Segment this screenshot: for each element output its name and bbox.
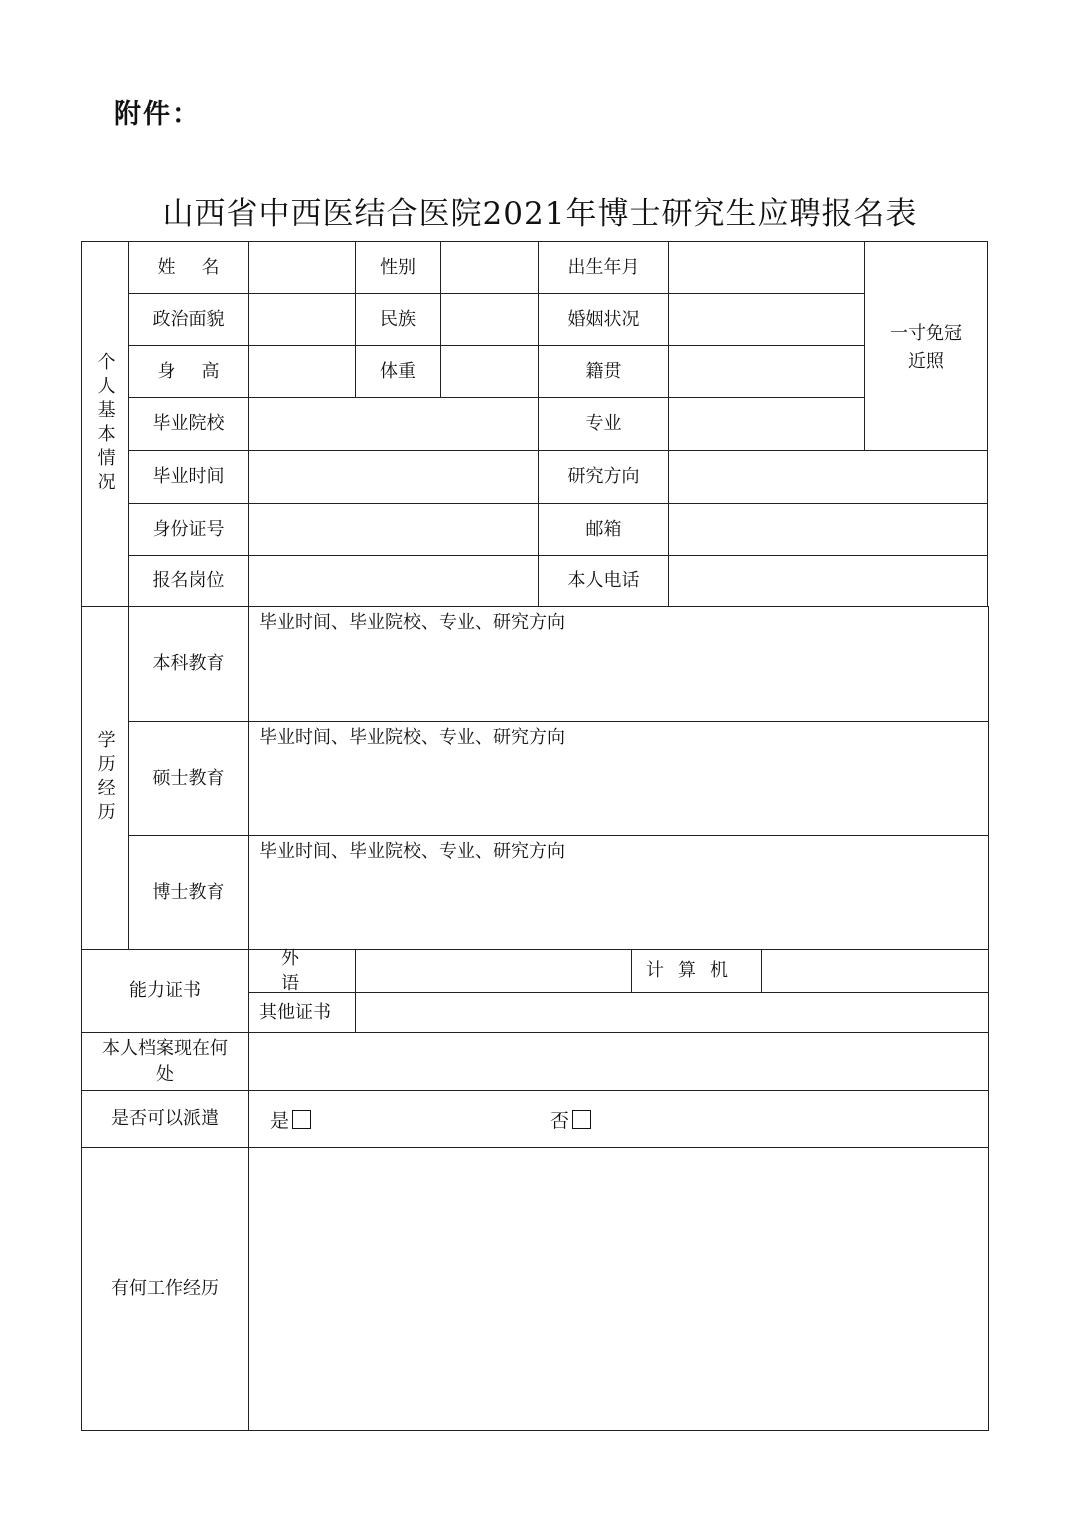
id-number-field[interactable] <box>248 503 539 556</box>
dispatch-label: 是否可以派遣 <box>81 1090 249 1148</box>
master-field[interactable] <box>248 721 989 836</box>
ethnicity-label: 民族 <box>355 293 441 346</box>
foreign-lang-field[interactable] <box>355 949 632 993</box>
work-field[interactable] <box>248 1147 989 1431</box>
education-section-label: 学历经历 <box>81 606 129 950</box>
attachment-label: 附件： <box>114 99 201 130</box>
foreign-lang-label: 外语 <box>248 949 356 993</box>
personal-section-label: 个人基本情况 <box>81 241 129 607</box>
master-label: 硕士教育 <box>128 721 249 836</box>
other-cert-field[interactable] <box>355 992 989 1033</box>
native-place-field[interactable] <box>668 345 865 398</box>
ethnicity-field[interactable] <box>440 293 539 346</box>
major-label: 专业 <box>538 397 669 451</box>
research-label: 研究方向 <box>538 450 669 504</box>
email-field[interactable] <box>668 503 988 556</box>
photo-box[interactable] <box>864 241 988 451</box>
archive-label: 本人档案现在何处 <box>81 1032 249 1091</box>
dispatch-options <box>248 1090 989 1148</box>
form-title: 山西省中西医结合医院2021年博士研究生应聘报名表 <box>162 196 918 232</box>
other-cert-label: 其他证书 <box>248 992 356 1033</box>
dispatch-no-label: 否 <box>550 1110 570 1132</box>
political-label: 政治面貌 <box>128 293 249 346</box>
phone-label: 本人电话 <box>538 555 669 607</box>
name-field[interactable] <box>248 241 356 294</box>
position-label: 报名岗位 <box>128 555 249 607</box>
marital-label: 婚姻状况 <box>538 293 669 346</box>
bachelor-hint: 毕业时间、毕业院校、专业、研究方向 <box>259 612 565 633</box>
height-label: 身高 <box>128 345 249 398</box>
computer-label: 计算机 <box>631 949 762 993</box>
computer-field[interactable] <box>761 949 989 993</box>
position-field[interactable] <box>248 555 539 607</box>
doctor-hint: 毕业时间、毕业院校、专业、研究方向 <box>259 841 565 862</box>
birth-field[interactable] <box>668 241 865 294</box>
dispatch-yes-label: 是 <box>270 1110 290 1132</box>
archive-field[interactable] <box>248 1032 989 1091</box>
photo-label: 一寸免冠近照 <box>890 323 962 372</box>
email-label: 邮箱 <box>538 503 669 556</box>
major-field[interactable] <box>668 397 865 451</box>
dispatch-no-checkbox[interactable] <box>572 1110 591 1129</box>
research-field[interactable] <box>668 450 988 504</box>
grad-time-label: 毕业时间 <box>128 450 249 504</box>
political-field[interactable] <box>248 293 356 346</box>
marital-field[interactable] <box>668 293 865 346</box>
weight-field[interactable] <box>440 345 539 398</box>
native-place-label: 籍贯 <box>538 345 669 398</box>
grad-time-field[interactable] <box>248 450 539 504</box>
bachelor-field[interactable] <box>248 606 989 722</box>
bachelor-label: 本科教育 <box>128 606 249 722</box>
height-field[interactable] <box>248 345 356 398</box>
phone-field[interactable] <box>668 555 988 607</box>
certificates-label: 能力证书 <box>81 949 249 1033</box>
birth-label: 出生年月 <box>538 241 669 294</box>
dispatch-no-option[interactable] <box>550 1106 591 1133</box>
master-hint: 毕业时间、毕业院校、专业、研究方向 <box>259 727 565 748</box>
dispatch-yes-checkbox[interactable] <box>292 1110 311 1129</box>
gender-label: 性别 <box>355 241 441 294</box>
weight-label: 体重 <box>355 345 441 398</box>
name-label: 姓名 <box>128 241 249 294</box>
id-number-label: 身份证号 <box>128 503 249 556</box>
dispatch-yes-option[interactable] <box>270 1106 311 1133</box>
school-field[interactable] <box>248 397 539 451</box>
doctor-field[interactable] <box>248 835 989 950</box>
doctor-label: 博士教育 <box>128 835 249 950</box>
gender-field[interactable] <box>440 241 539 294</box>
work-label: 有何工作经历 <box>81 1147 249 1431</box>
school-label: 毕业院校 <box>128 397 249 451</box>
